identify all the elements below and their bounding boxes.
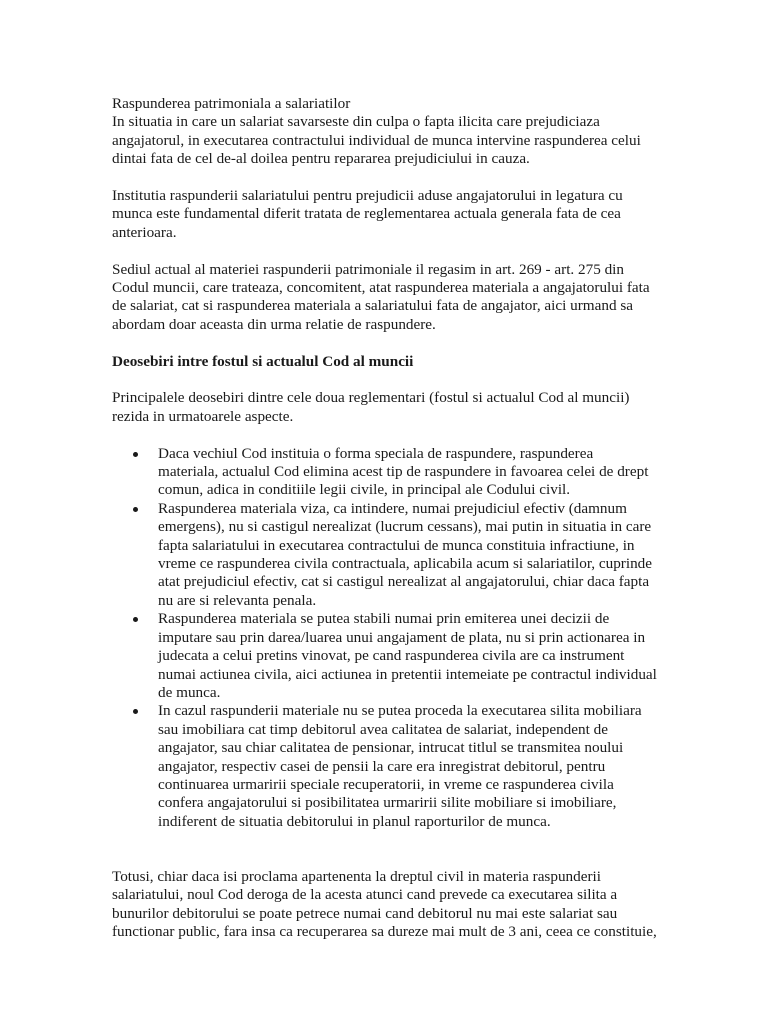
- list-item-text: Daca vechiul Cod instituia o forma speciala de raspundere, raspunderea materiala, actualul Cod elimina acest tip de raspundere in favoarea celei de drept comun, adica in conditiile legii civile, in principal ale Codului civil.: [158, 444, 649, 499]
- differences-intro-paragraph: Principalele deosebiri dintre cele doua reglementari (fostul si actualul Cod al muncii) rezida in urmatoarele aspecte.: [112, 389, 630, 425]
- bullet-icon: [133, 617, 138, 622]
- legal-basis-paragraph: Sediul actual al materiei raspunderii patrimoniale il regasim in art. 269 - art. 275 din Codul muncii, care trateaza, concomitent, atat raspunderea materiala a angajatorului fata de salariat, cat si raspunderea materiala a salariatului fata de angajator, aici urmand sa abordam doar aceasta din urma relatie de raspundere.: [112, 260, 650, 333]
- document-page: [112, 95, 657, 960]
- section-heading: Deosebiri intre fostul si actualul Cod al muncii: [112, 352, 414, 370]
- list-item: [158, 702, 657, 831]
- blank-line: [112, 850, 657, 868]
- list-item: [158, 610, 657, 702]
- institution-paragraph: Institutia raspunderii salariatului pentru prejudicii aduse angajatorului in legatura cu munca este fundamental diferit tratata de reglementarea actuala generala fata de cea anterioara.: [112, 187, 623, 241]
- list-item: [158, 500, 657, 610]
- list-item: [158, 445, 657, 500]
- document-title: Raspunderea patrimoniala a salariatilor: [112, 95, 351, 112]
- list-item-text: In cazul raspunderii materiale nu se putea proceda la executarea silita mobiliara sau imobiliara cat timp debitorul avea calitatea de salariat, independent de angajator, sau chiar calitatea de pensionar, intrucat titlul se transmitea noului angajator, respectiv casei de pensii la care era inregistrat debitorul, pentru continuarea urmaririi speciale recuperatorii, in vreme ce raspunderea civila confera angajatorului si posibilitatea urmaririi silite mobiliare si imobiliare, indiferent de situatia debitorului in planul raporturilor de munca.: [158, 702, 642, 830]
- list-item-text: Raspunderea materiala se putea stabili numai prin emiterea unei decizii de imputare sau prin darea/luarea unui angajament de plata, nu si prin actionarea in judecata a celui pretins vinovat, pe cand raspunderea civila are ca instrument numai actiunea civila, aici actiunea in pretentii intemeiate pe contractul individual de munca.: [158, 610, 657, 701]
- closing-paragraph: Totusi, chiar daca isi proclama apartenenta la dreptul civil in materia raspunderii salariatului, noul Cod deroga de la acesta atunci cand prevede ca executarea silita a bunurilor debitorului se poate petrece numai cand debitorul nu mai este salariat sau functionar public, fara insa ca recuperarea sa dureze mai mult de 3 ani, ceea ce constituie,: [112, 867, 657, 941]
- intro-paragraph: In situatia in care un salariat savarseste din culpa o fapta ilicita care prejudiciaza angajatorul, in executarea contractului individual de munca intervine raspunderea celui dintai fata de cel de-al doilea pentru repararea prejudiciului in cauza.: [112, 113, 641, 168]
- differences-list: [112, 445, 657, 832]
- list-item-text: Raspunderea materiala viza, ca intindere, numai prejudiciul efectiv (damnum emergens), nu si castigul nerealizat (lucrum cessans), mai putin in situatia in care fapta salariatului in executarea contractului de munca constituia infractiune, in vreme ce raspunderea civila contractuala, aplicabila acum si salariatilor, cuprinde atat prejudiciul efectiv, cat si castigul nerealizat al angajatorului, chiar daca fapta nu are si relevanta penala.: [158, 499, 653, 609]
- bullet-icon: [133, 452, 138, 457]
- bullet-icon: [133, 709, 138, 714]
- bullet-icon: [133, 507, 138, 512]
